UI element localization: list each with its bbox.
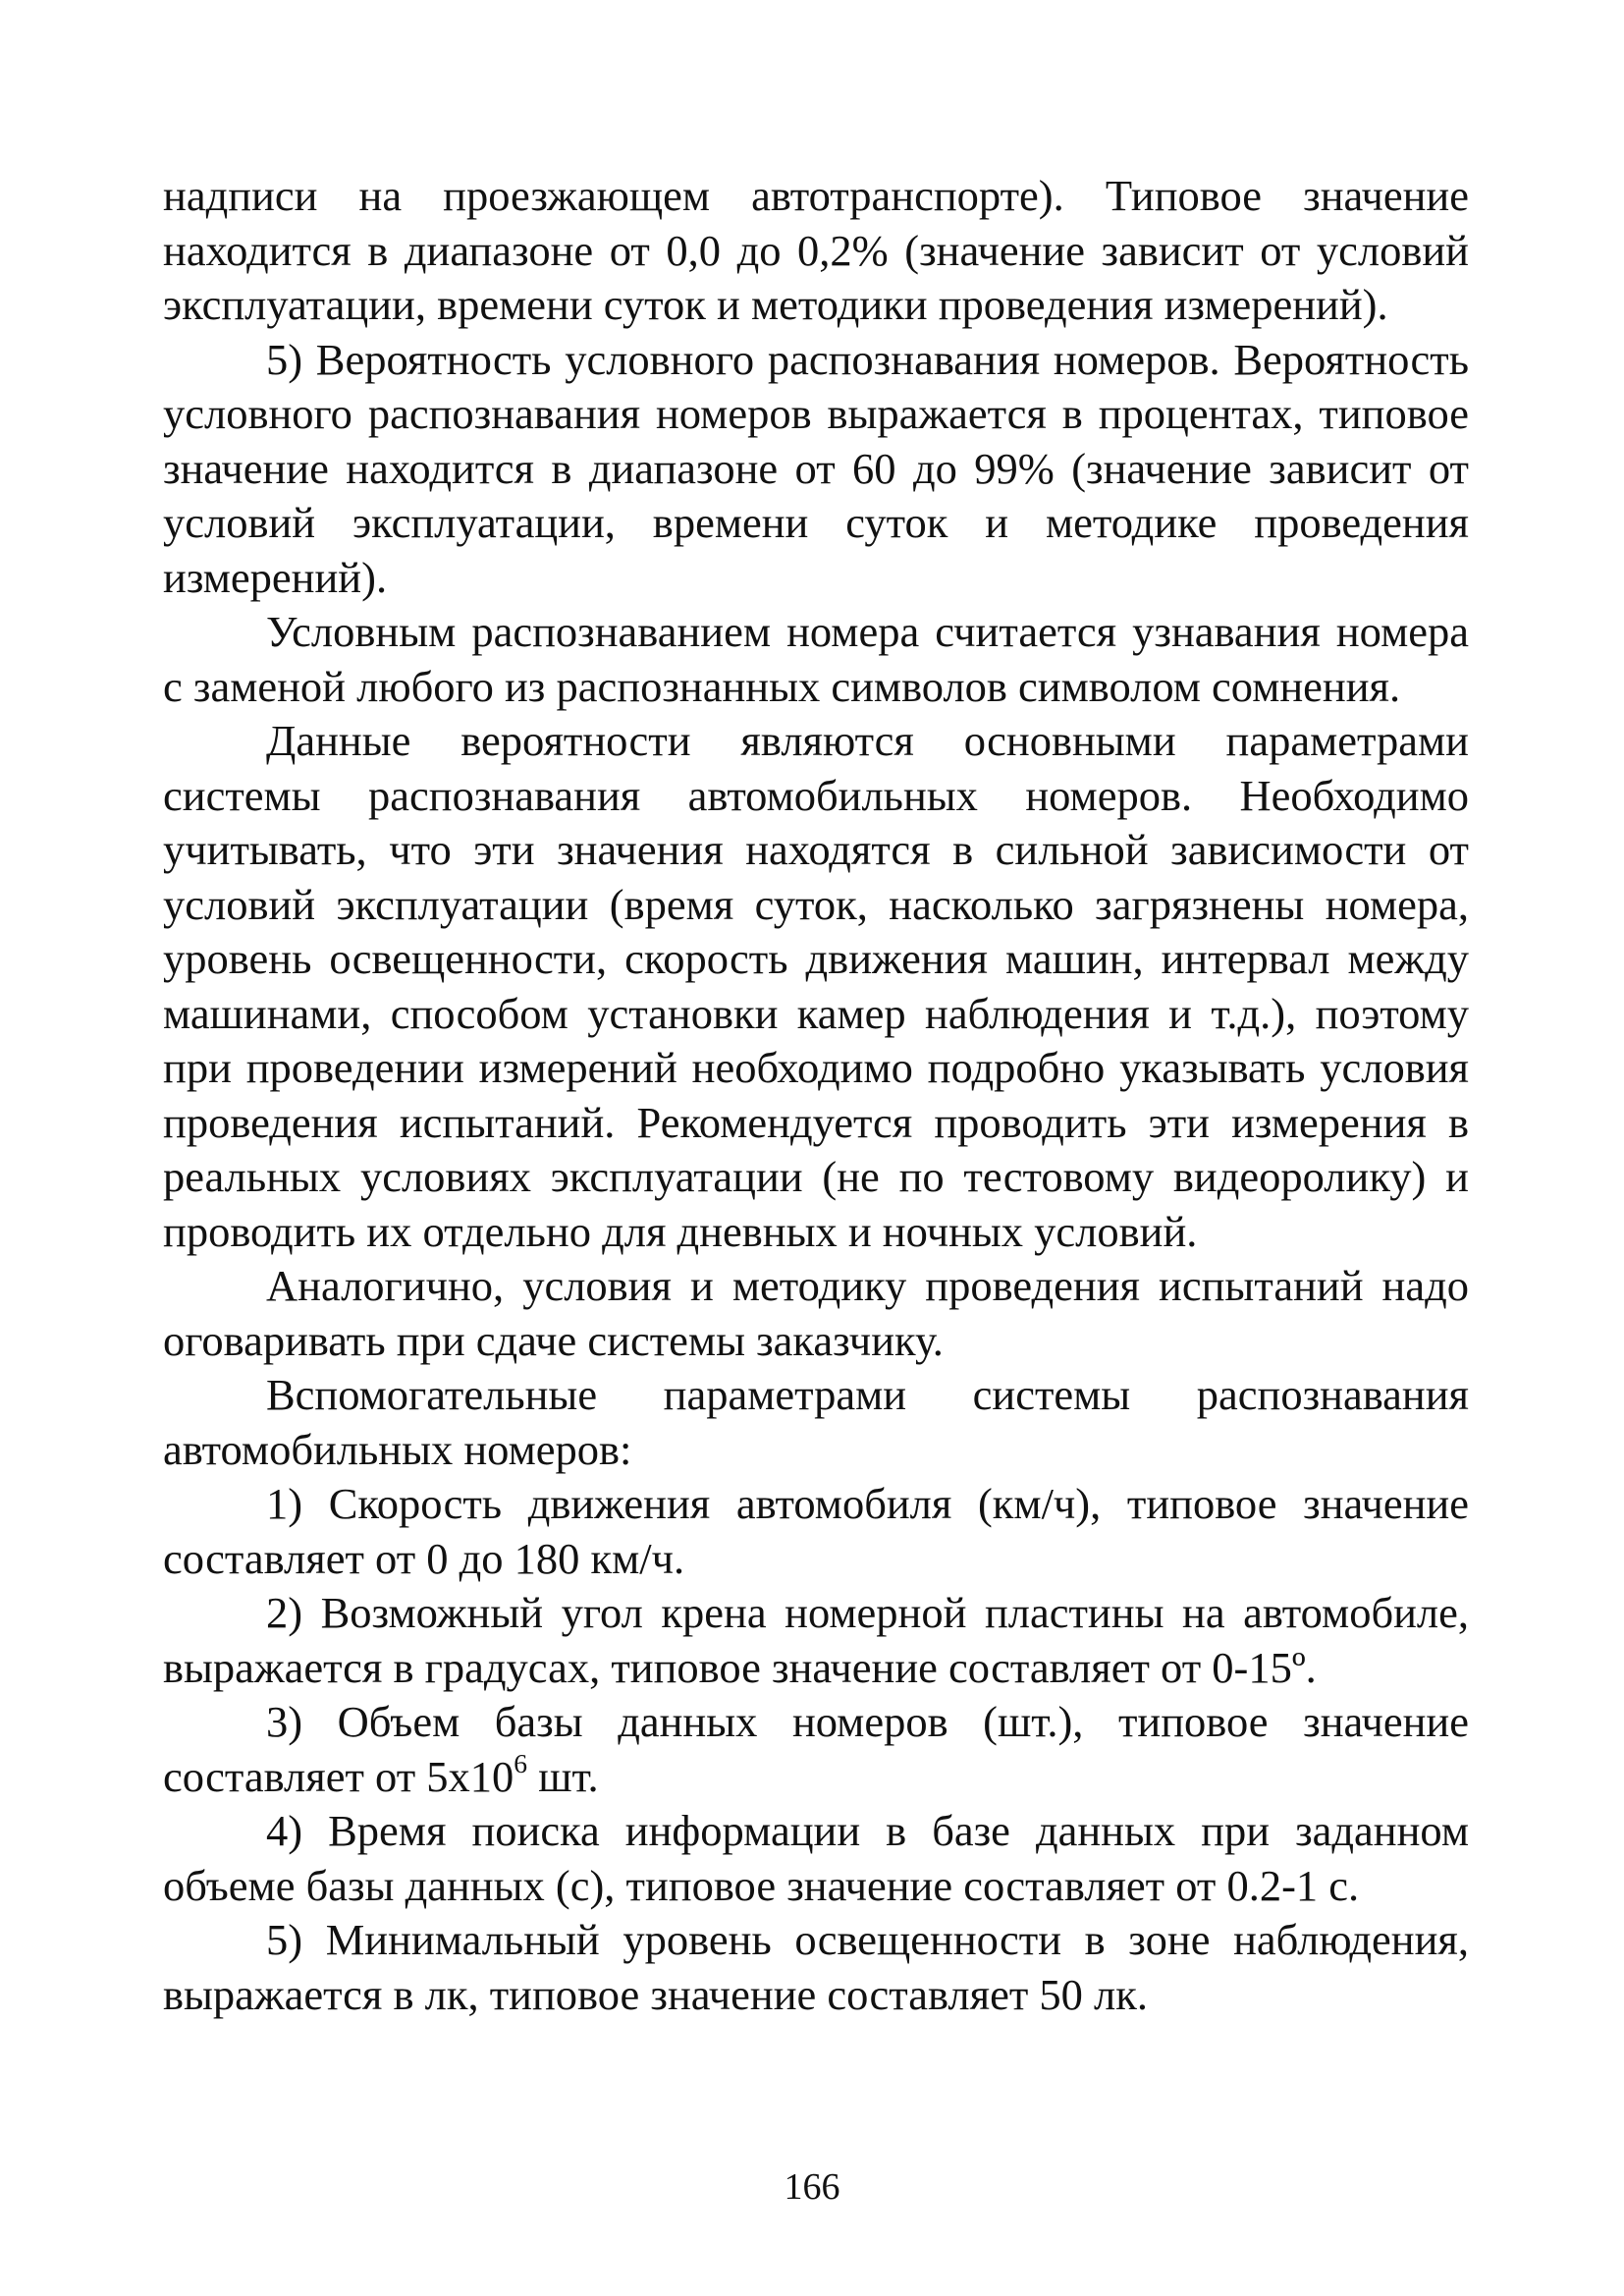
database-volume-exponent: 6 xyxy=(514,1747,528,1778)
paragraph-testing-conditions: Аналогично, условия и методику проведения испытаний надо оговаривать при сдаче системы заказчику. xyxy=(163,1261,1469,1365)
list-item-plate-tilt-angle: 2) Возможный угол крена номерной пластины на автомобиле, выражается в градусах, типовое значение составляет от 0-15º. xyxy=(163,1588,1469,1692)
paragraph-intro-continuation: надписи на проезжающем автотранспорте). Типовое значение находится в диапазоне от 0,0 до 0,2% (значение зависит от условий эксплуатации, времени суток и методики проведения измерений). xyxy=(163,171,1469,329)
list-item-search-time: 4) Время поиска информации в базе данных при заданном объеме базы данных (с), типовое значение составляет от 0.2-1 с. xyxy=(163,1806,1469,1910)
list-item-min-illumination: 5) Минимальный уровень освещенности в зоне наблюдения, выражается в лк, типовое значение составляет 50 лк. xyxy=(163,1915,1469,2019)
database-volume-text: 3) Объем базы данных номеров (шт.), типовое значение составляет от 5x10 xyxy=(163,1697,1469,1801)
paragraph-main-parameters: Данные вероятности являются основными параметрами системы распознавания автомобильных номеров. Необходимо учитывать, что эти значения находятся в сильной зависимости от условий эксплуатации (время суток, насколько загрязнены номера, уровень освещенности, скорость движения машин, интервал между машинами, способом установки камер наблюдения и т.д.), поэтому при проведении измерений необходимо подробно указывать условия проведения испытаний. Рекомендуется проводить эти измерения в реальных условиях эксплуатации (не по тестовому видеоролику) и проводить их отдельно для дневных и ночных условий. xyxy=(163,716,1469,1256)
paragraph-conditional-recognition-probability: 5) Вероятность условного распознавания номеров. Вероятность условного распознавания номеров выражается в процентах, типовое значение находится в диапазоне от 60 до 99% (значение зависит от условий эксплуатации, времени суток и методике проведения измерений). xyxy=(163,334,1469,602)
list-item-database-volume xyxy=(163,1695,1469,1804)
list-item-vehicle-speed: 1) Скорость движения автомобиля (км/ч), типовое значение составляет от 0 до 180 км/ч. xyxy=(163,1479,1469,1583)
database-volume-unit: шт. xyxy=(527,1751,599,1801)
paragraph-conditional-recognition-definition: Условным распознаванием номера считается узнавания номера с заменой любого из распознанных символов символом сомнения. xyxy=(163,607,1469,711)
paragraph-auxiliary-parameters-heading: Вспомогательные параметрами системы распознавания автомобильных номеров: xyxy=(163,1370,1469,1474)
page-body xyxy=(163,169,1469,2022)
page-number: 166 xyxy=(784,2166,840,2208)
